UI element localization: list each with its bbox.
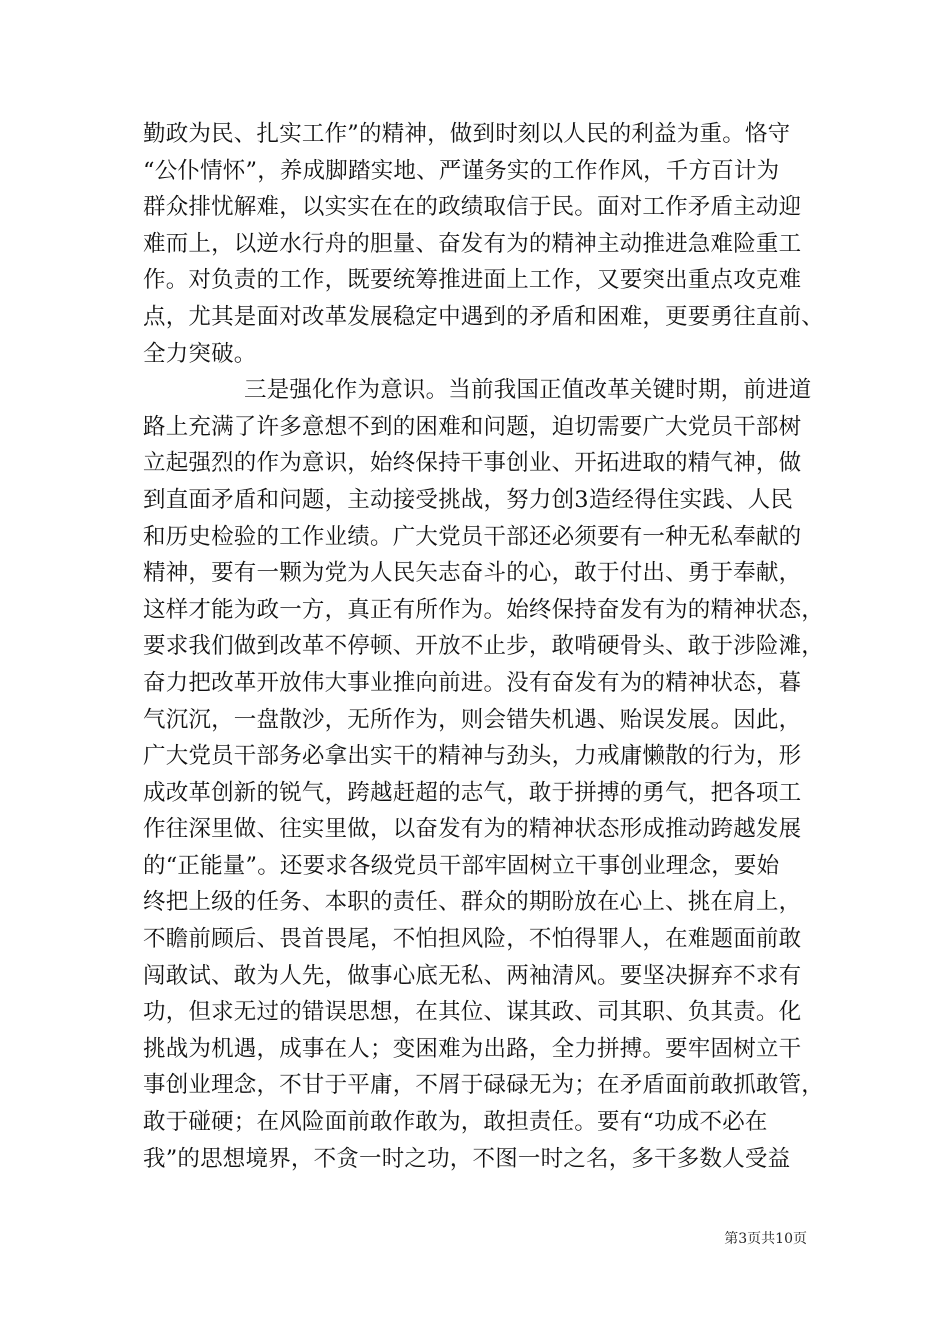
text-line: 要求我们做到改革不停顿、开放不止步，敢啃硬骨头、敢于涉险滩，: [143, 633, 825, 660]
text-line: 功，但求无过的错误思想，在其位、谋其政、司其职、负其责。化: [143, 999, 802, 1026]
paragraph-start-line: 三是强化作为意识。当前我国正值改革关键时期，前进道: [244, 377, 812, 404]
text-line: 不瞻前顾后、畏首畏尾，不怕担风险，不怕得罪人，在难题面前敢: [143, 926, 802, 953]
text-line: 难而上，以逆水行舟的胆量、奋发有为的精神主动推进急难险重工: [143, 230, 802, 257]
text-line: 精神，要有一颗为党为人民矢志奋斗的心，敢于付出、勇于奉献，: [143, 560, 802, 587]
text-line: 闯敢试、敢为人先，做事心底无私、两袖清风。要坚决摒弃不求有: [143, 962, 802, 989]
text-line: 和历史检验的工作业绩。广大党员干部还必须要有一种无私奉献的: [143, 523, 802, 550]
text-line: 全力突破。: [143, 340, 257, 367]
text-line: 我”的思想境界，不贪一时之功，不图一时之名，多干多数人受益: [143, 1145, 791, 1172]
text-line: 挑战为机遇，成事在人；变困难为出路，全力拼搏。要牢固树立干: [143, 1035, 802, 1062]
text-line: 的“正能量”。还要求各级党员干部牢固树立干事创业理念，要始: [143, 852, 780, 879]
body-text: [143, 116, 825, 1177]
text-line: 到直面矛盾和问题，主动接受挑战，努力创3造经得住实践、人民: [143, 486, 794, 513]
text-line: 事创业理念，不甘于平庸，不屑于碌碌无为；在矛盾面前敢抓敢管，: [143, 1072, 825, 1099]
text-line: 终把上级的任务、本职的责任、群众的期盼放在心上、挑在肩上，: [143, 889, 802, 916]
text-line: 广大党员干部务必拿出实干的精神与劲头，力戒庸懒散的行为，形: [143, 743, 802, 770]
text-line: 气沉沉，一盘散沙，无所作为，则会错失机遇、贻误发展。因此，: [143, 706, 802, 733]
text-line: 这样才能为政一方，真正有所作为。始终保持奋发有为的精神状态，: [143, 596, 825, 623]
text-line: 群众排忧解难，以实实在在的政绩取信于民。面对工作矛盾主动迎: [143, 194, 802, 221]
page-number: 第3页共10页: [724, 1231, 807, 1247]
text-line: 勤政为民、扎实工作”的精神，做到时刻以人民的利益为重。恪守: [143, 121, 791, 147]
text-line: 作往深里做、往实里做，以奋发有为的精神状态形成推动跨越发展: [143, 816, 802, 843]
text-line: 作。对负责的工作，既要统筹推进面上工作，又要突出重点攻克难: [143, 267, 802, 294]
text-line: 立起强烈的作为意识，始终保持干事创业、开拓进取的精气神，做: [143, 450, 802, 477]
text-line: 敢于碰硬；在风险面前敢作敢为，敢担责任。要有“功成不必在: [143, 1109, 768, 1136]
text-line: 成改革创新的锐气，跨越赶超的志气，敢于拼搏的勇气，把各项工: [143, 779, 802, 806]
text-line: 点，尤其是面对改革发展稳定中遇到的矛盾和困难，更要勇往直前、: [143, 303, 825, 330]
text-line: 路上充满了许多意想不到的困难和问题，迫切需要广大党员干部树: [143, 413, 802, 440]
text-line: 奋力把改革开放伟大事业推向前进。没有奋发有为的精神状态，暮: [143, 669, 802, 696]
text-line: “公仆情怀”，养成脚踏实地、严谨务实的工作作风，千方百计为: [143, 157, 780, 184]
